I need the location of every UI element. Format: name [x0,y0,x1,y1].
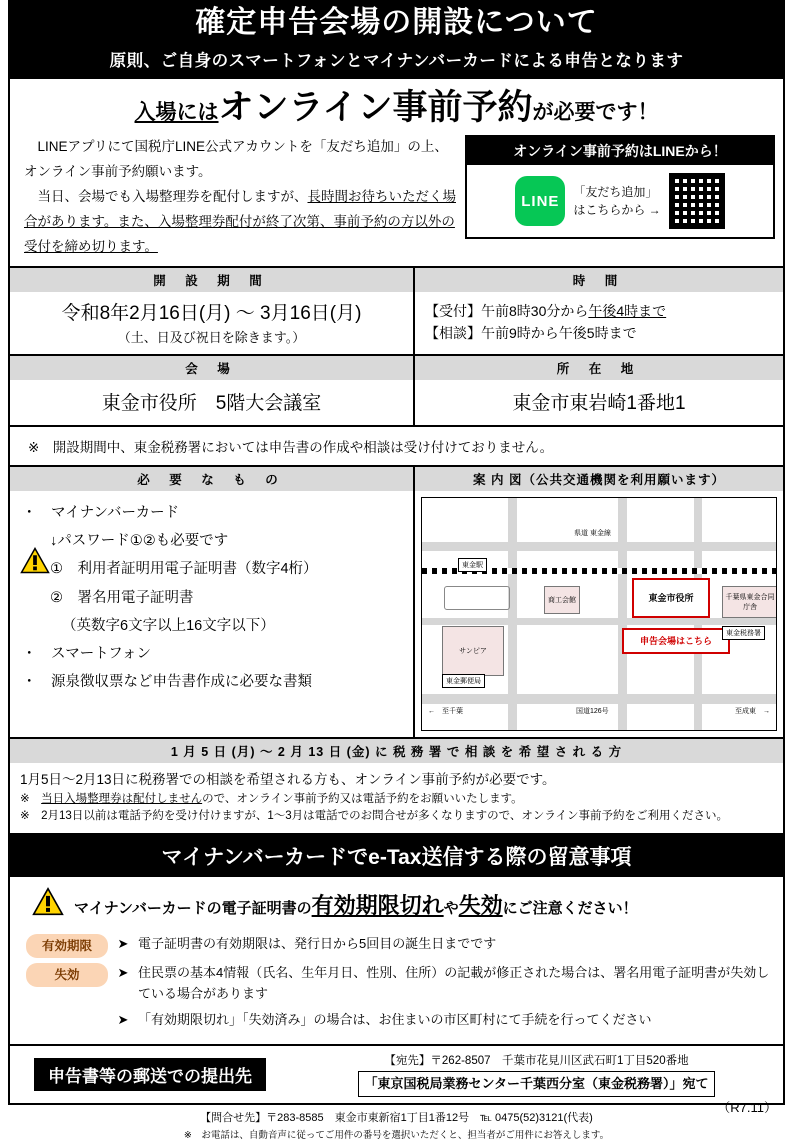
map-road-horizontal-top [422,542,776,551]
arrow-icon: ➤ [117,965,129,981]
etax-row-text-1: 住民票の基本4情報（氏名、生年月日、性別、住所）の記載が修正された場合は、署名用電子証明書が失効している場合があります [138,965,770,1002]
address-header: 所 在 地 [415,356,783,380]
reservation-para-2b: 長時間お待ちいただく場合があります。また、入場整理券配付が終了次第、事前予約の方以外の受付を締め切ります。 [24,188,456,254]
revision-date: （R7.11） [717,1100,777,1115]
needed-list-cell [10,491,415,737]
mailing-badge: 申告書等の郵送での提出先 [34,1058,266,1091]
needed-list [10,491,413,705]
mailing-address-cell [290,1052,783,1098]
period-sub: （土、日及び祝日を除きます。） [117,329,306,345]
footer-contact: 【問合せ先】〒283-8585 東金市東新宿1丁目1番12号 ℡ 0475(52)3121(代表) [200,1112,593,1125]
consult-note-1a: ※ [20,792,42,805]
mailing-address-name: 「東京国税局業務センター千葉西分室（東金税務署）」宛て [358,1071,716,1097]
needed-item-6: ・ 源泉徴収票など申告書作成に必要な書類 [22,674,312,691]
warning-icon [20,547,50,574]
consult-body [10,763,783,833]
time-line-1 [425,300,783,322]
period-header: 開 設 期 間 [10,268,415,292]
address-value: 東金市東岩崎1番地1 [512,392,686,414]
reservation-title-post: が必要です！ [532,100,659,124]
needed-item-4: （英数字6文字以上16文字以下） [62,617,275,634]
needed-header-row [10,465,783,491]
needed-body-row [10,491,783,737]
etax-row [26,963,775,1005]
map-label-top-road: 県道 東金線 [574,529,611,537]
page-subtitle: 原則、ご自身のスマートフォンとマイナンバーカードによる申告となります [109,51,684,70]
needed-item-0: ・ マイナンバーカード [22,504,180,521]
mailing-badge-cell [10,1058,290,1091]
map-label-station: 東金駅 [458,558,487,572]
reservation-title-main: オンライン事前予約 [218,87,533,127]
main-frame [8,79,785,1106]
time-line-2 [425,322,783,344]
reservation-section [10,79,783,266]
period-main: 令和8年2月16日(月) ～ 3月16日(月) [61,302,362,324]
etax-lead-2: にご注意ください！ [502,899,638,917]
map-road-vertical-1 [508,498,517,730]
reservation-title-pre: 入場には [134,100,219,124]
map-label-postoffice: 東金郵便局 [442,674,485,688]
map-label-route126: 国道126号 [576,707,609,715]
needed-item-3: ② 署名用電子証明書 [50,589,194,606]
warning-icon [32,887,64,921]
map-cell [415,491,783,737]
time-line-1-underline: 午後4時まで [588,302,667,319]
map-road-horizontal-mid [422,618,776,625]
etax-lead [10,877,783,927]
etax-row-text-2: 「有効期限切れ」「失効済み」の場合は、お住まいの市区町村にて手続を行ってください [138,1011,652,1027]
map-label-shoko: 商工会館 [544,586,580,614]
etax-lead-big1: 有効期限切れ [311,892,444,918]
period-header-row [10,266,783,292]
line-logo-icon: LINE [515,176,565,226]
time-line-2-label: 【相談】 [425,325,481,342]
time-line-1-label: 【受付】 [425,302,481,319]
map-road-vertical-2 [618,498,627,730]
map-image [421,497,777,731]
etax-lead-mid: や [443,899,459,917]
map-label-sunpia: サンピア [442,626,504,676]
needed-item-5: ・ スマートフォン [22,646,152,663]
line-caption-2: はこちらから → [573,203,661,217]
needed-item-1: ↓パスワード①②も必要です [50,533,229,550]
reservation-body [10,135,783,260]
arrow-icon: ➤ [117,1011,129,1027]
etax-lead-text [74,889,638,920]
etax-rows [10,927,783,1043]
needed-header: 必 要 な も の [10,467,415,491]
consult-note-1b: ので、オンライン事前予約又は電話予約をお願いいたします。 [202,792,523,805]
etax-pill-2 [26,1010,108,1014]
etax-row [26,1010,775,1031]
line-caption-1: 「友だち追加」 [573,185,658,199]
etax-lead-big2: 失効 [458,892,503,918]
time-cell [415,292,783,354]
etax-row [26,934,775,958]
reservation-para-2 [24,185,459,260]
line-box-inner [467,165,773,237]
needed-item-2: ① 利用者証明用電子証明書（数字4桁） [50,561,318,578]
consult-note-1u: 当日入場整理券は配付しません [41,792,203,805]
consult-line-1: 1月5日～2月13日に税務署での相談を希望される方も、オンライン事前予約が必要です。 [20,771,556,787]
consult-note-2: ※ 2月13日以前は電話予約を受け付けますが、1～3月は電話でのお問合せが多くなりますので、オンライン事前予約をご利用ください。 [20,810,729,823]
reservation-title [10,89,783,128]
period-cell [10,292,415,354]
line-promo [465,135,783,260]
consult-header: 1 月 5 日 (月) ～ 2 月 13 日 (金) に 税 務 署 で 相 談 を 希 望 さ れ る 方 [10,737,783,763]
etax-pill-0: 有効期限 [26,934,108,958]
time-header: 時 間 [415,268,783,292]
mailing-row [10,1044,783,1104]
map-label-venue-here: 申告会場はこちら [622,628,730,654]
consult-note-1 [20,791,775,808]
reservation-text [10,135,465,260]
line-caption [573,183,660,219]
page-title: 確定申告会場の開設について [195,6,598,39]
line-box [465,135,775,239]
tax-office-note: ※ 開設期間中、東金税務署においては申告書の作成や相談は受け付けておりません。 [10,425,783,465]
period-value-row [10,292,783,354]
time-line-2-text: 午前9時から午後5時まで [481,325,637,342]
reservation-para-2a: 当日、会場でも入場整理券を配付しますが、 [24,188,308,204]
time-line-1-text: 午前8時30分から [481,302,589,319]
etax-lead-1: マイナンバーカードの電子証明書の [74,899,312,917]
map-station-plaza [444,586,510,610]
mailing-address-label: 【宛先】〒262-8507 千葉市花見川区武石町1丁目520番地 [384,1054,689,1067]
footer-contact-note: ※ お電話は、自動音声に従ってご用件の番号を選択いただくと、担当者がご用件にお答えします。 [183,1129,610,1141]
etax-pill-1: 失効 [26,963,108,987]
arrow-icon: ➤ [117,936,129,952]
map-label-chiba-gov: 千葉県東金合同庁舎 [722,586,777,618]
map-label-cityhall: 東金市役所 [632,578,710,618]
venue-value-row [10,380,783,425]
map-label-left-dir: ← 至千葉 [428,707,463,715]
venue-header-row [10,354,783,380]
map-header: 案 内 図（公共交通機関を利用願います） [415,467,783,491]
reservation-para-1: LINEアプリにて国税庁LINE公式アカウントを「友だち追加」の上、オンライン事前予約願います。 [24,139,448,179]
line-box-head: オンライン事前予約はLINEから！ [467,137,773,165]
venue-value: 東金市役所 5階大会議室 [10,380,415,425]
etax-row-text-0: 電子証明書の有効期限は、発行日から5回目の誕生日までです [138,936,497,952]
footer [8,1105,785,1143]
map-road-route126 [422,694,776,704]
qr-code-icon[interactable] [669,173,725,229]
venue-header: 会 場 [10,356,415,380]
map-label-right-dir: 至成東 → [735,707,770,715]
etax-header: マイナンバーカードでe-Tax送信する際の留意事項 [10,833,783,877]
page-header [8,0,785,79]
map-label-taxoffice: 東金税務署 [722,626,765,640]
